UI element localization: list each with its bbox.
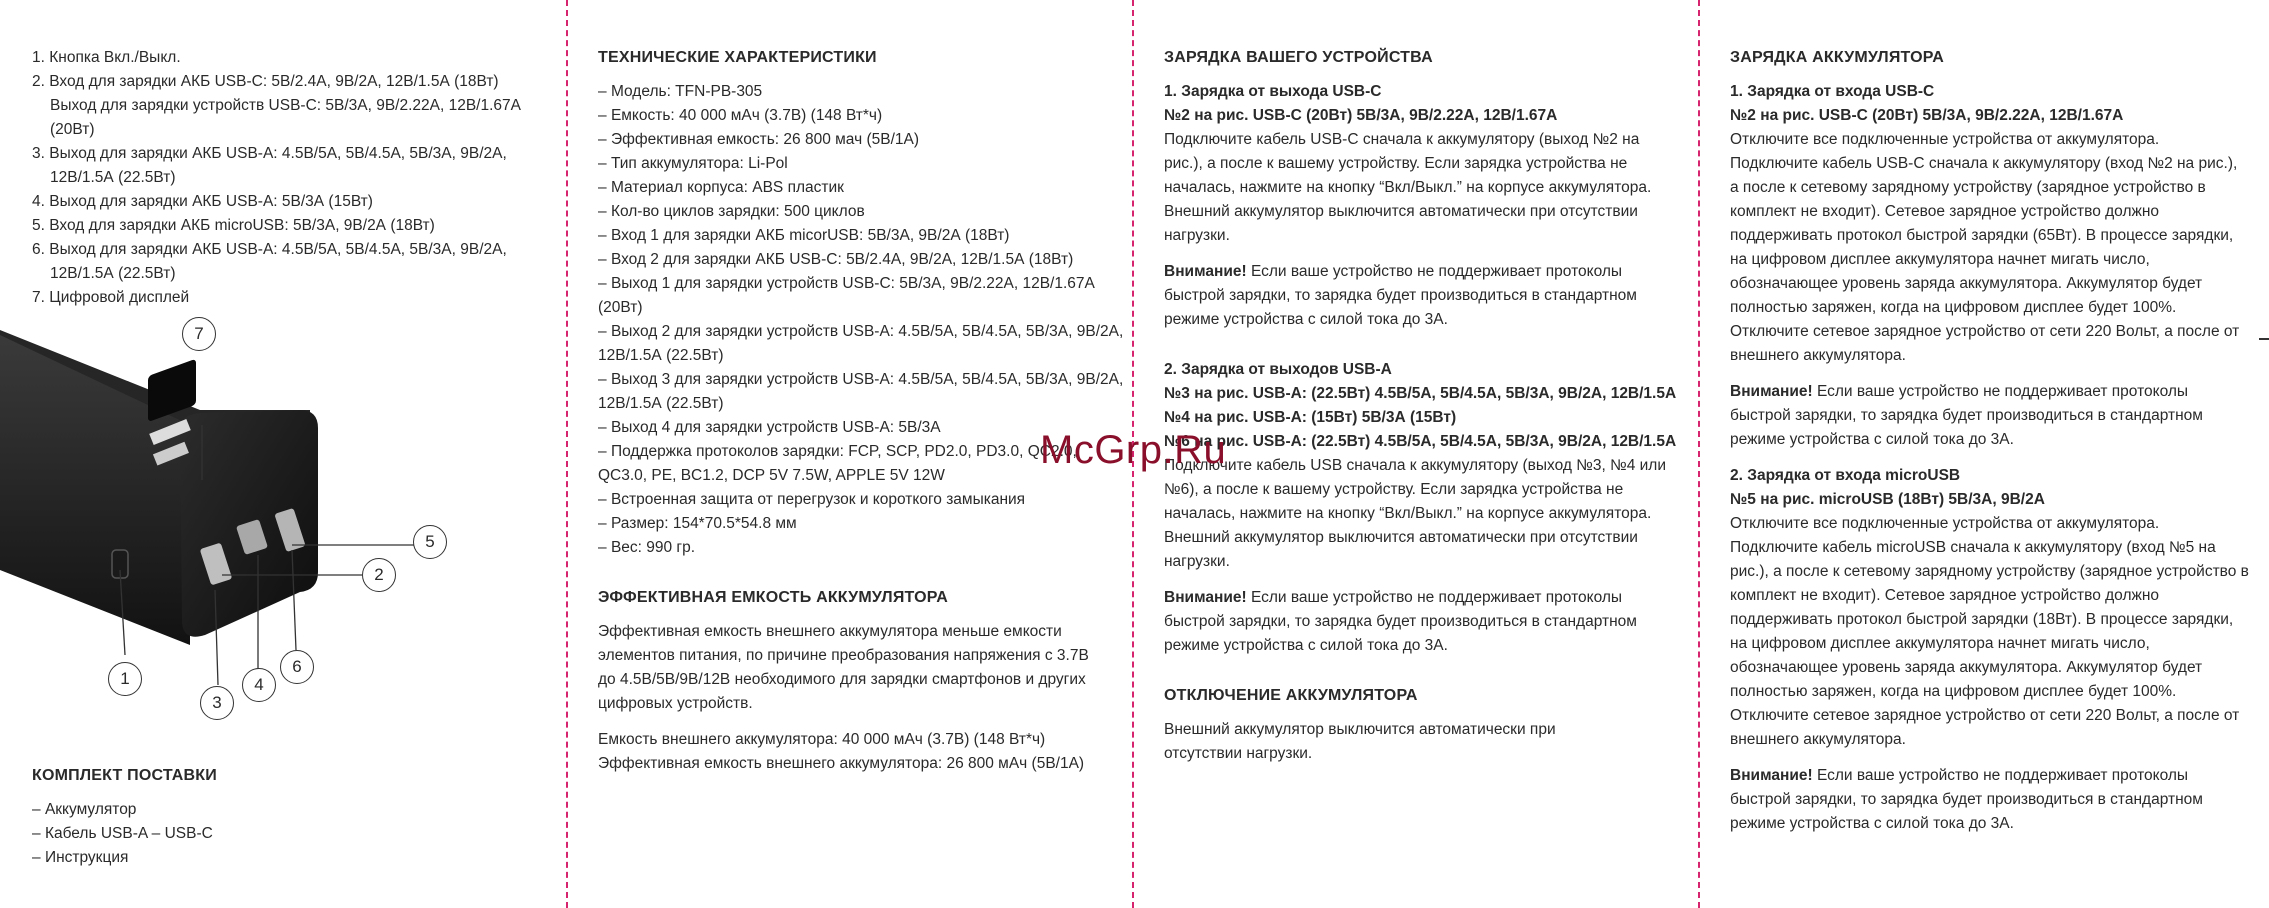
usbc-output-text: Подключите кабель USB-C сначала к аккумулятору (выход №2 на рис.), а после к вашему устройству. Если зарядка устройства не началась, нажмите на кнопку “Вкл/Выкл.” на корпусе аккумулятора. Внешний аккумулятор выключится автоматически при отсутствии нагрузки. <box>1164 131 1652 244</box>
kit-item: – Аккумулятор <box>32 798 552 822</box>
device-charging-title: ЗАРЯДКА ВАШЕГО УСТРОЙСТВА <box>1164 49 1433 66</box>
attention-text: Если ваше устройство не поддерживает протоколы быстрой зарядки, то зарядка будет производиться в стандартном режиме устройства с силой тока до 3А. <box>1164 263 1637 328</box>
effective-capacity-text: Эффективная емкость внешнего аккумулятора меньше емкости элементов питания, по причине преобразования напряжения с 3.7В до 4.5В/5В/9В/12В необходимого для зарядки смартфонов и других цифровых устройств. <box>598 623 1089 712</box>
capacity-line: Емкость внешнего аккумулятора: 40 000 мАч (3.7В) (148 Вт*ч) <box>598 731 1046 748</box>
microusb-input-text: Отключите все подключенные устройства от аккумулятора. Подключите кабель microUSB сначала к аккумулятору (вход №5 на рис.), а после к сетевому зарядному устройству (зарядное устройство в комплект не входит). Сетевое зарядное устройство должно поддерживать протокол быстрой зарядки (18Вт). В процессе зарядки, на цифровом дисплее аккумулятора начнет мигать число, обозначающее уровень заряда аккумулятора. Аккумулятор будет полностью заряжен, когда на цифровом дисплее будет 100%. Отключите сетевое зарядное устройство от сети 220 Вольт, а после от внешнего аккумулятора. <box>1730 515 2249 748</box>
spec-item: – Встроенная защита от перегрузок и короткого замыкания <box>598 488 1138 512</box>
spec-item: – Размер: 154*70.5*54.8 мм <box>598 512 1138 536</box>
attention-label: Внимание! <box>1730 767 1813 784</box>
spec-item: – Вход 1 для зарядки АКБ micorUSB: 5В/3А, 9В/2А (18Вт) <box>598 224 1138 248</box>
microusb-input-spec: №5 на рис. microUSB (18Вт) 5В/3А, 9В/2А <box>1730 491 2045 508</box>
callout-1: 1 <box>108 662 142 696</box>
kit-section <box>32 764 552 870</box>
column-divider <box>566 0 568 908</box>
spec-item: – Выход 3 для зарядки устройств USB-A: 4.5В/5А, 5В/4.5А, 5В/3А, 9В/2А, 12В/1.5А (22.5Вт) <box>598 368 1128 416</box>
callout-4: 4 <box>242 668 276 702</box>
spec-item: – Вход 2 для зарядки АКБ USB-C: 5В/2.4А, 9В/2А, 12В/1.5А (18Вт) <box>598 248 1138 272</box>
attention-label: Внимание! <box>1164 589 1247 606</box>
attention-note <box>1164 260 1664 332</box>
powerbank-illustration <box>0 300 470 730</box>
callout-7: 7 <box>182 317 216 351</box>
shutdown-text: Внешний аккумулятор выключится автоматически при отсутствии нагрузки. <box>1164 721 1556 762</box>
spec-item: – Тип аккумулятора: Li-Pol <box>598 152 1138 176</box>
attention-text: Если ваше устройство не поддерживает протоколы быстрой зарядки, то зарядка будет производиться в стандартном режиме устройства с силой тока до 3А. <box>1730 383 2203 448</box>
callout-6: 6 <box>280 650 314 684</box>
attention-label: Внимание! <box>1164 263 1247 280</box>
column-parts <box>32 46 552 310</box>
spec-item: – Вес: 990 гр. <box>598 536 1138 560</box>
kit-item: – Инструкция <box>32 846 552 870</box>
effective-capacity-line: Эффективная емкость внешнего аккумулятора: 26 800 мАч (5В/1А) <box>598 755 1085 772</box>
callout-2: 2 <box>362 558 396 592</box>
effective-capacity-title: ЭФФЕКТИВНАЯ ЕМКОСТЬ АККУМУЛЯТОРА <box>598 589 948 606</box>
usbc-output-spec: №2 на рис. USB-C (20Вт) 5В/3А, 9В/2.22А, 12В/1.67А <box>1164 107 1558 124</box>
parts-item: 7. Цифровой дисплей <box>32 289 190 306</box>
callout-5: 5 <box>413 525 447 559</box>
column-divider <box>1698 0 1700 908</box>
spec-item: – Выход 4 для зарядки устройств USB-A: 5В/3А <box>598 416 1138 440</box>
column-battery-charging <box>1730 46 2250 836</box>
parts-item: 12В/1.5А (22.5Вт) <box>50 265 176 282</box>
parts-item: 5. Вход для зарядки АКБ microUSB: 5В/3А, 9В/2А (18Вт) <box>32 217 435 234</box>
parts-item: 12В/1.5А (22.5Вт) <box>50 169 176 186</box>
spec-item: – Емкость: 40 000 мАч (3.7В) (148 Вт*ч) <box>598 104 1138 128</box>
usbc-output-title: 1. Зарядка от выхода USB-C <box>1164 83 1382 100</box>
parts-item: Выход для зарядки устройств USB-C: 5В/3А, 9В/2.22А, 12В/1.67А (20Вт) <box>50 97 521 138</box>
shutdown-title: ОТКЛЮЧЕНИЕ АККУМУЛЯТОРА <box>1164 687 1418 704</box>
usba-output-spec: №3 на рис. USB-A: (22.5Вт) 4.5В/5А, 5В/4.5А, 5В/3А, 9В/2А, 12В/1.5А <box>1164 385 1677 402</box>
edge-marker <box>2259 338 2269 340</box>
usbc-input-text: Отключите все подключенные устройства от аккумулятора. Подключите кабель USB-C сначала к аккумулятору (вход №2 на рис.), а после к сетевому зарядному устройству (зарядное устройство в комплект не входит). Сетевое зарядное устройство должно поддерживать протокол быстрой зарядки (65Вт). В процессе зарядки, на цифровом дисплее аккумулятора начнет мигать число, обозначающее уровень заряда аккумулятора. Аккумулятор будет полностью заряжен, когда на цифровом дисплее будет 100%. Отключите сетевое зарядное устройство от сети 220 Вольт, а после от внешнего аккумулятора. <box>1730 131 2240 364</box>
spec-item: – Модель: TFN-PB-305 <box>598 80 1138 104</box>
watermark: McGrp.Ru <box>1040 428 1227 472</box>
attention-label: Внимание! <box>1730 383 1813 400</box>
parts-item: 4. Выход для зарядки АКБ USB-A: 5В/3А (15Вт) <box>32 193 373 210</box>
usba-output-spec: №4 на рис. USB-A: (15Вт) 5В/3А (15Вт) <box>1164 409 1457 426</box>
spec-item: – Выход 2 для зарядки устройств USB-A: 4.5В/5А, 5В/4.5А, 5В/3А, 9В/2А, 12В/1.5А (22.5Вт) <box>598 320 1128 368</box>
usba-output-title: 2. Зарядка от выходов USB-A <box>1164 361 1392 378</box>
powerbank-image <box>0 300 470 730</box>
usbc-input-spec: №2 на рис. USB-C (20Вт) 5В/3А, 9В/2.22А, 12В/1.67А <box>1730 107 2124 124</box>
spec-item: – Выход 1 для зарядки устройств USB-C: 5В/3А, 9В/2.22А, 12В/1.67А (20Вт) <box>598 272 1138 320</box>
usbc-input-title: 1. Зарядка от входа USB-C <box>1730 83 1935 100</box>
attention-note <box>1730 380 2235 452</box>
microusb-input-title: 2. Зарядка от входа microUSB <box>1730 467 1961 484</box>
column-device-charging <box>1164 46 1684 766</box>
kit-item: – Кабель USB-A – USB-C <box>32 822 552 846</box>
spec-item: – Кол-во циклов зарядки: 500 циклов <box>598 200 1138 224</box>
parts-item: 3. Выход для зарядки АКБ USB-A: 4.5В/5А, 5В/4.5А, 5В/3А, 9В/2А, <box>32 145 507 162</box>
spec-title: ТЕХНИЧЕСКИЕ ХАРАКТЕРИСТИКИ <box>598 49 877 66</box>
usba-output-text: Подключите кабель USB сначала к аккумулятору (выход №3, №4 или №6), а после к вашему устройству. Если зарядка устройства не началась, нажмите на кнопку “Вкл/Выкл.” на корпусе аккумулятора. Внешний аккумулятор выключится автоматически при отсутствии нагрузки. <box>1164 457 1667 570</box>
attention-text: Если ваше устройство не поддерживает протоколы быстрой зарядки, то зарядка будет производиться в стандартном режиме устройства с силой тока до 3А. <box>1730 767 2203 832</box>
kit-title: КОМПЛЕКТ ПОСТАВКИ <box>32 767 217 784</box>
battery-charging-title: ЗАРЯДКА АККУМУЛЯТОРА <box>1730 49 1944 66</box>
attention-note <box>1164 586 1664 658</box>
column-specs <box>598 46 1138 776</box>
spec-item: – Эффективная емкость: 26 800 мач (5В/1А) <box>598 128 1138 152</box>
usba-output-spec: №6 на рис. USB-A: (22.5Вт) 4.5В/5А, 5В/4.5А, 5В/3А, 9В/2А, 12В/1.5А <box>1164 433 1677 450</box>
callout-3: 3 <box>200 686 234 720</box>
spec-item: – Материал корпуса: ABS пластик <box>598 176 1138 200</box>
attention-note <box>1730 764 2235 836</box>
spec-item: – Поддержка протоколов зарядки: FCP, SCP, PD2.0, PD3.0, QC2.0, QC3.0, PE, BC1.2, DCP 5V 7.5W, APPLE 5V 12W <box>598 440 1128 488</box>
attention-text: Если ваше устройство не поддерживает протоколы быстрой зарядки, то зарядка будет производиться в стандартном режиме устройства с силой тока до 3А. <box>1164 589 1637 654</box>
parts-item: 2. Вход для зарядки АКБ USB-C: 5В/2.4А, 9В/2А, 12В/1.5А (18Вт) <box>32 73 499 90</box>
parts-item: 6. Выход для зарядки АКБ USB-A: 4.5В/5А, 5В/4.5А, 5В/3А, 9В/2А, <box>32 241 507 258</box>
parts-item: 1. Кнопка Вкл./Выкл. <box>32 49 181 66</box>
